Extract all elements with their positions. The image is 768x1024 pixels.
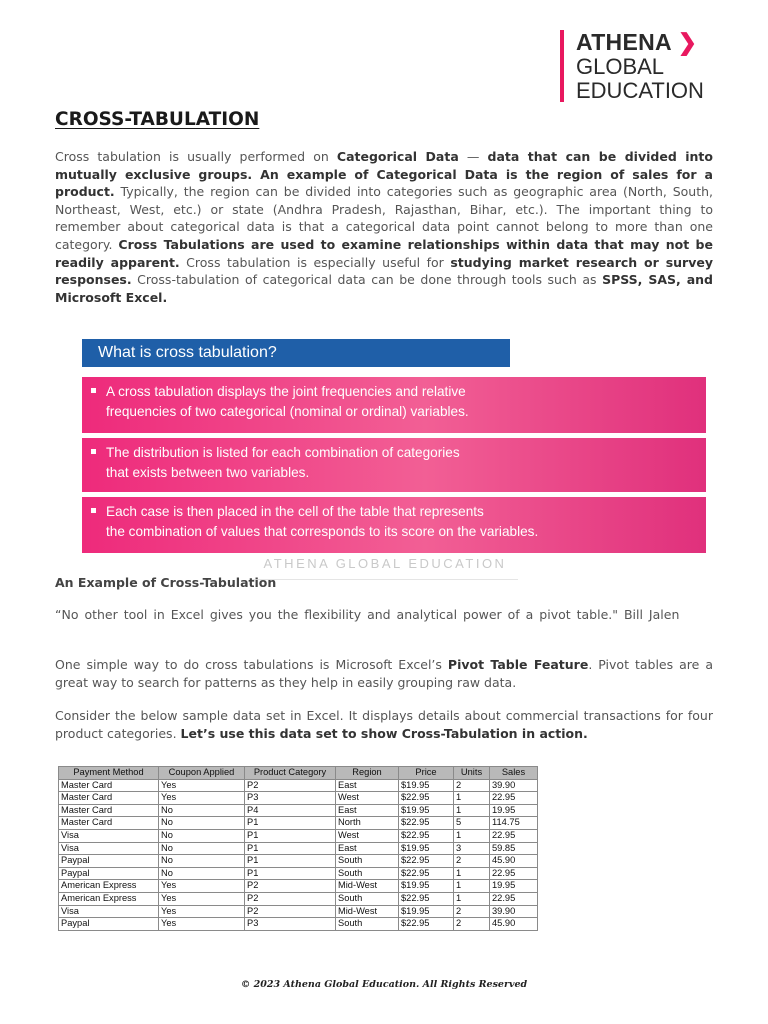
table-cell: No [159,842,245,855]
table-cell: 39.90 [490,905,538,918]
logo [560,30,704,102]
table-row [59,867,538,880]
table-cell: American Express [59,880,159,893]
table-cell: No [159,804,245,817]
table-cell: $22.95 [399,829,454,842]
table-cell: Mid-West [336,880,399,893]
table-row [59,817,538,830]
table-cell: 22.95 [490,892,538,905]
table-cell: Master Card [59,792,159,805]
table-cell: P3 [245,792,336,805]
table-cell: 59.85 [490,842,538,855]
dataset-paragraph: Consider the below sample data set in Excel. It displays details about commercial transactions for four product categories. Let’s use this data set to show Cross-Tabulation in action. [55,708,713,741]
column-header: Payment Method [59,767,159,780]
table-row [59,918,538,931]
column-header: Coupon Applied [159,767,245,780]
footer-copyright: © 2023 Athena Global Education. All Rights Reserved [240,979,528,990]
table-cell: 22.95 [490,829,538,842]
cross-tabulation-slide-image [82,339,708,571]
table-cell: South [336,855,399,868]
table-cell: Yes [159,779,245,792]
table-header-row [59,767,538,780]
table-cell: 2 [454,855,490,868]
table-cell: 1 [454,829,490,842]
table-cell: $19.95 [399,880,454,893]
slide-bullet [82,497,706,553]
table-row [59,829,538,842]
table-cell: P2 [245,892,336,905]
table-cell: Visa [59,905,159,918]
example-heading: An Example of Cross-Tabulation [55,575,277,590]
column-header: Product Category [245,767,336,780]
table-cell: South [336,867,399,880]
table-cell: P1 [245,842,336,855]
table-cell: Yes [159,792,245,805]
table-cell: 45.90 [490,918,538,931]
table-cell: 3 [454,842,490,855]
table-cell: P1 [245,867,336,880]
table-cell: 22.95 [490,867,538,880]
table-cell: No [159,817,245,830]
sample-data-table [58,766,538,931]
table-cell: No [159,867,245,880]
table-cell: 1 [454,892,490,905]
table-cell: Mid-West [336,905,399,918]
table-row [59,855,538,868]
bullet-line: The distribution is listed for each combination of categories [106,445,460,460]
table-cell: 39.90 [490,779,538,792]
table-cell: 2 [454,779,490,792]
watermark-text: ATHENA GLOBAL EDUCATION [263,556,507,571]
table-row [59,779,538,792]
table-cell: 19.95 [490,804,538,817]
bullet-line: that exists between two variables. [106,465,310,480]
bullet-line: Each case is then placed in the cell of the table that represents [106,504,484,519]
table-cell: P4 [245,804,336,817]
table-row [59,880,538,893]
column-header: Units [454,767,490,780]
bullet-square-icon [91,508,96,513]
table-cell: $19.95 [399,804,454,817]
table-cell: No [159,829,245,842]
bullet-square-icon [91,449,96,454]
page-title: CROSS-TABULATION [55,109,260,130]
table-cell: North [336,817,399,830]
table-cell: Visa [59,842,159,855]
table-cell: Yes [159,918,245,931]
table-row [59,842,538,855]
table-cell: 5 [454,817,490,830]
table-cell: West [336,792,399,805]
pivot-paragraph: One simple way to do cross tabulations is Microsoft Excel’s Pivot Table Feature. Pivot tables are a great way to search for patterns as they help in easily grouping raw data. [55,657,713,690]
table-cell: East [336,842,399,855]
column-header: Sales [490,767,538,780]
chevron-right-icon: ❯ [677,29,698,55]
table-cell: Paypal [59,918,159,931]
table-cell: American Express [59,892,159,905]
table-cell: P2 [245,880,336,893]
table-cell: 45.90 [490,855,538,868]
table-row [59,892,538,905]
column-header: Price [399,767,454,780]
table-row [59,804,538,817]
slide-title: What is cross tabulation? [82,339,510,367]
table-cell: P1 [245,817,336,830]
table-cell: West [336,829,399,842]
table-cell: $22.95 [399,918,454,931]
logo-line-athena: ATHENA ❯ [576,29,698,55]
table-cell: P1 [245,855,336,868]
table-cell: P1 [245,829,336,842]
table-cell: South [336,892,399,905]
slide-bullet [82,438,706,492]
logo-line-global: GLOBAL [576,54,665,79]
bullet-line: A cross tabulation displays the joint frequencies and relative [106,384,466,399]
table-cell: South [336,918,399,931]
table-row [59,792,538,805]
table-cell: 22.95 [490,792,538,805]
table-cell: 114.75 [490,817,538,830]
intro-paragraph: Cross tabulation is usually performed on Categorical Data — data that can be divided into mutually exclusive groups. An example of Categorical Data is the region of sales for a product. Typically, the region can be divided into categories such as geographic area (North, South, Northeast, West, etc.) or state (Andhra Pradesh, Rajasthan, Bihar, etc.). The important thing to remember about categorical data is that a categorical data point cannot belong to more than one category. Cross Tabulations are used to examine relationships within data that may not be readily apparent. Cross tabulation is especially useful for studying market research or survey responses. Cross-tabulation of categorical data can be done through tools such as SPSS, SAS, and Microsoft Excel. [55,149,713,305]
table-cell: No [159,855,245,868]
table-cell: P2 [245,905,336,918]
logo-line-education: EDUCATION [576,78,704,103]
quote-paragraph: “No other tool in Excel gives you the flexibility and analytical power of a pivot table." Bill Jalen [55,607,680,622]
column-header: Region [336,767,399,780]
table-row [59,905,538,918]
table-cell: $19.95 [399,842,454,855]
table-cell: East [336,779,399,792]
table-cell: Yes [159,905,245,918]
bullet-square-icon [91,388,96,393]
table-cell: 1 [454,804,490,817]
table-cell: $22.95 [399,855,454,868]
table-cell: Master Card [59,804,159,817]
table-cell: East [336,804,399,817]
table-cell: P2 [245,779,336,792]
slide-bullet [82,377,706,433]
table-cell: $22.95 [399,892,454,905]
table-cell: Paypal [59,855,159,868]
table-cell: Yes [159,892,245,905]
bullet-line: the combination of values that corresponds to its score on the variables. [106,524,539,539]
table-cell: 1 [454,867,490,880]
table-cell: $22.95 [399,817,454,830]
table-cell: P3 [245,918,336,931]
table-cell: $19.95 [399,779,454,792]
table-cell: Yes [159,880,245,893]
table-cell: $22.95 [399,867,454,880]
watermark-divider [252,579,518,580]
table-cell: Master Card [59,779,159,792]
table-cell: $22.95 [399,792,454,805]
table-cell: Visa [59,829,159,842]
table-cell: $19.95 [399,905,454,918]
table-cell: 19.95 [490,880,538,893]
table-cell: Paypal [59,867,159,880]
table-cell: 2 [454,905,490,918]
bullet-line: frequencies of two categorical (nominal or ordinal) variables. [106,404,469,419]
table-cell: Master Card [59,817,159,830]
table-cell: 2 [454,918,490,931]
table-cell: 1 [454,880,490,893]
table-cell: 1 [454,792,490,805]
